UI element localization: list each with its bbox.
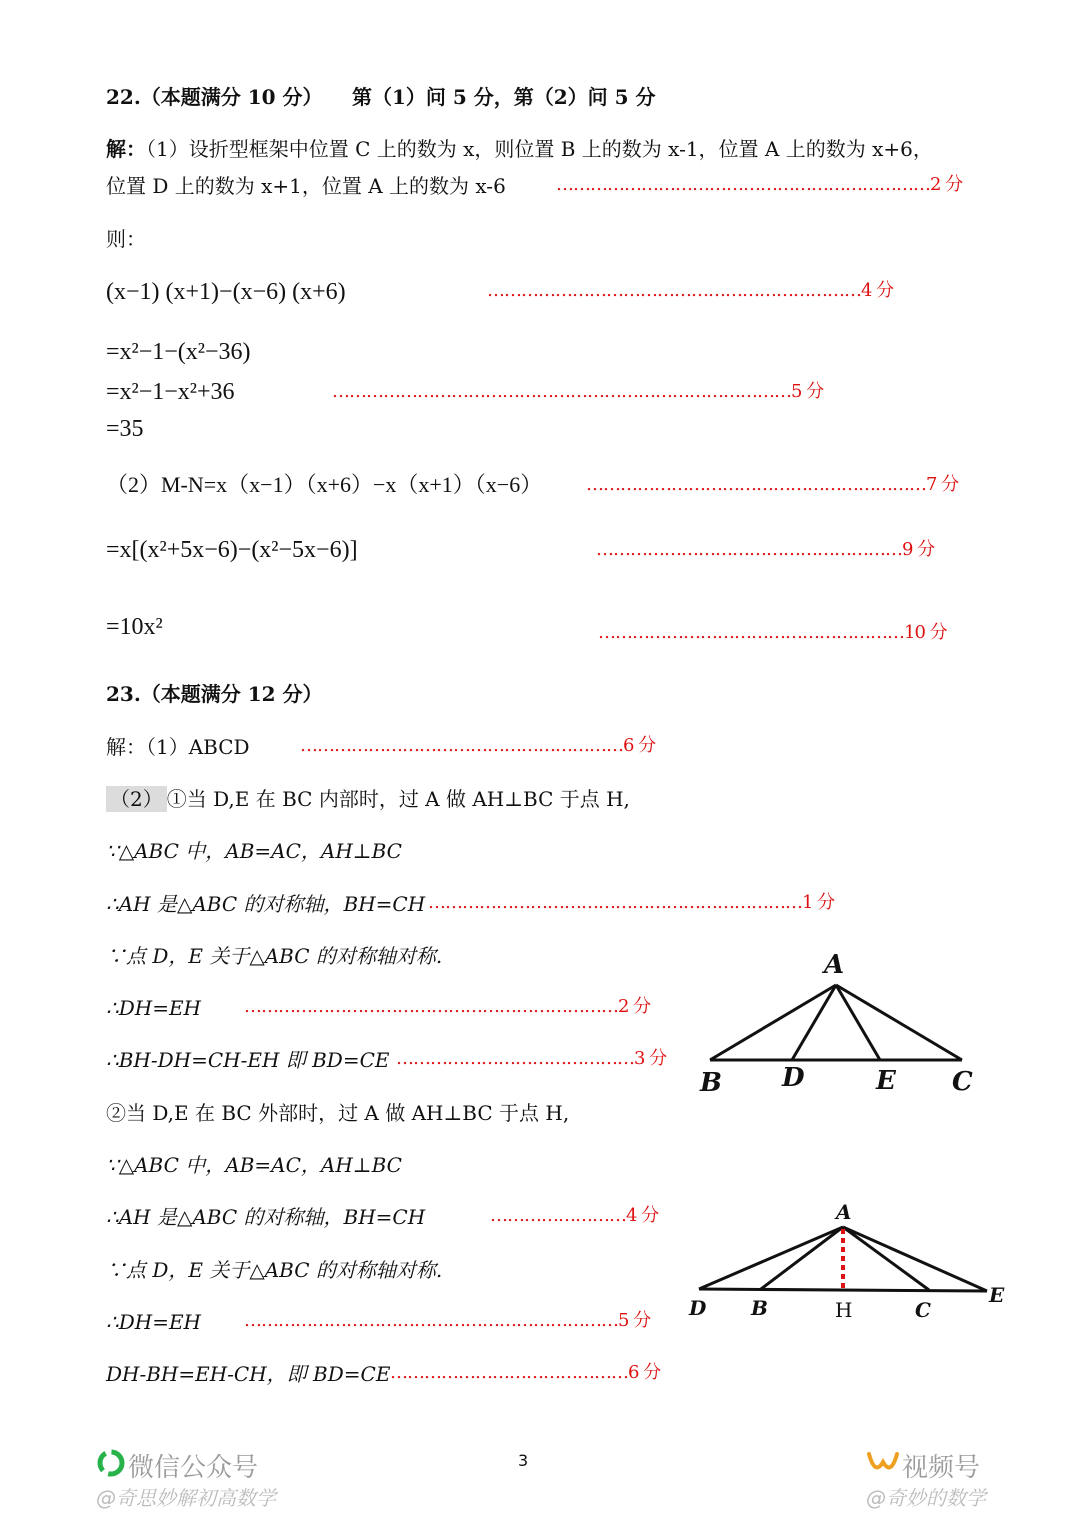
score-9: ………………………………………………9 分 [596,539,935,560]
video-label: 视频号 [902,1453,981,1483]
step-1: ∵△ABC 中，AB=AC，AH⊥BC [106,839,402,863]
step-5: ∴BH-DH=CH-EH 即 BD=CE [106,1048,390,1072]
case-2: ②当 D,E 在 BC 外部时，过 A 做 AH⊥BC 于点 H, [106,1101,570,1125]
label-c2: C [915,1298,931,1322]
label-b2: B [751,1296,768,1320]
score-6b: ……………………………………6 分 [390,1362,661,1383]
q23-part1: 解：（1）ABCD [106,735,250,759]
video-account: @奇妙的数学 [866,1486,986,1510]
q22-eq-2: =x²−1−(x²−36) [106,339,251,365]
part2-text: ①当 D,E 在 BC 内部时，过 A 做 AH⊥BC 于点 H, [166,787,630,811]
step-7: ∴AH 是△ABC 的对称轴，BH=CH [106,1205,426,1229]
score-10: ………………………………………………10 分 [598,622,947,643]
step-9: ∴DH=EH [106,1310,201,1334]
score-1: …………………………………………………………1 分 [428,892,835,913]
q22-line-1 [106,139,933,159]
q22-eq-4: =35 [106,416,144,442]
label-c: C [952,1067,973,1097]
q22-eq-3: =x²−1−x²+36 [106,379,235,405]
label-a: A [824,950,845,980]
segment-ab [710,985,836,1060]
step-6: ∵△ABC 中，AB=AC，AH⊥BC [106,1153,402,1177]
wechat-account: @奇思妙解初高数学 [96,1486,276,1510]
step-4: ∴DH=EH [106,996,201,1020]
score-3: ……………………………………3 分 [396,1048,667,1069]
figure-1-lines [710,985,962,1060]
q22-title: 22.（本题满分 10 分） [106,85,323,109]
label-d2: D [689,1296,707,1320]
solution-label: 解： [106,137,146,161]
step-3: ∵点 D，E 关于△ABC 的对称轴对称. [106,944,443,968]
q22-eq-5: （2）M-N=x（x−1）（x+6）−x（x+1）（x−6） [106,472,543,497]
score-4: …………………………………………………………4 分 [487,280,894,301]
step-2: ∴AH 是△ABC 的对称轴，BH=CH [106,892,426,916]
q22-eq-7: =10x² [106,614,163,640]
step-8: ∵点 D，E 关于△ABC 的对称轴对称. [106,1258,443,1282]
score-2b: …………………………………………………………2 分 [244,996,651,1017]
segment-ac [836,985,962,1060]
figure-2-triangle [685,1195,1015,1330]
segment-ad [792,985,836,1060]
score-5b: …………………………………………………………5 分 [244,1310,651,1331]
figure-1-triangle [690,945,990,1100]
step-10: DH-BH=EH-CH，即 BD=CE [106,1362,391,1386]
q22-subtitle: 第（1）问 5 分，第（2）问 5 分 [352,85,656,109]
q22-eq-6: =x[(x²+5x−6)−(x²−5x−6)] [106,537,358,563]
part2-tag: （2） [106,786,167,812]
score-7: ……………………………………………………7 分 [586,474,959,495]
segment-de [699,1289,987,1291]
score-2: …………………………………………………………2 分 [556,174,963,195]
page-number: 3 [518,1451,529,1470]
score-4b: ……………………4 分 [490,1205,659,1226]
q22-line-2: 位置 D 上的数为 x+1，位置 A 上的数为 x-6 [106,174,506,198]
segment-ae [836,985,880,1060]
score-5: ………………………………………………………………………5 分 [332,381,824,402]
label-b: B [700,1068,722,1098]
label-a2: A [836,1200,852,1224]
wechat-icon [96,1448,126,1478]
q22-eq-1: (x−1) (x+1)−(x−6) (x+6) [106,279,346,305]
label-d: D [782,1063,805,1093]
q23-part2 [106,789,630,809]
label-e2: E [989,1283,1005,1307]
video-channel-icon [866,1450,900,1478]
q22-then: 则： [106,227,146,251]
score-6a: …………………………………………………6 分 [300,735,656,756]
label-e: E [876,1066,896,1096]
q23-title: 23.（本题满分 12 分） [106,682,323,706]
q22-text-1: （1）设折型框架中位置 C 上的数为 x，则位置 B 上的数为 x-1，位置 A 上的数为 x+6， [146,137,933,161]
label-h2: H [835,1298,853,1322]
wechat-label: 微信公众号 [128,1453,259,1483]
